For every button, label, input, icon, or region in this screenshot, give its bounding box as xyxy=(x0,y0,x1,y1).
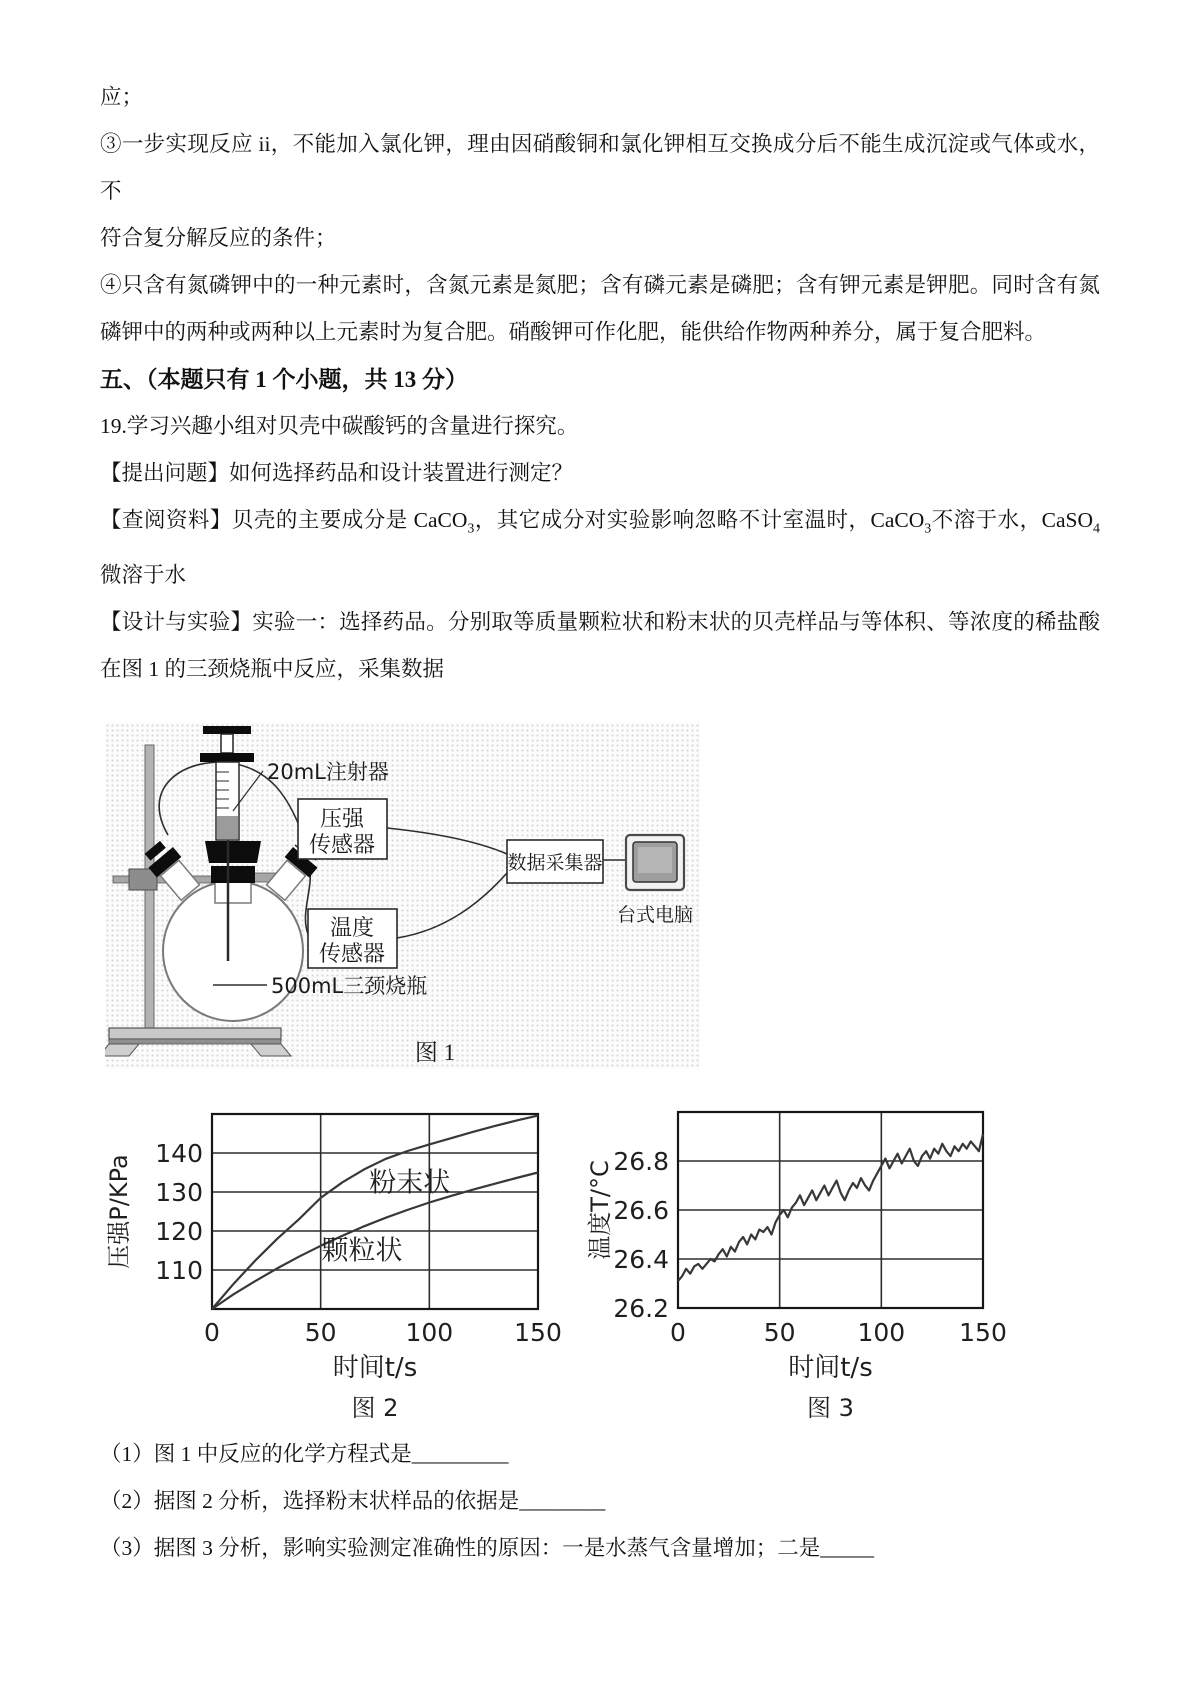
subscript: 3 xyxy=(924,521,932,537)
stand-rod xyxy=(145,745,154,1037)
data-collector-box xyxy=(507,840,603,883)
svg-text:110: 110 xyxy=(155,1256,203,1286)
subscript: 4 xyxy=(1093,521,1100,537)
exam-document xyxy=(100,74,1100,1572)
design-experiment-line1: 【设计与实验】实验一：选择药品。分别取等质量颗粒状和粉末状的贝壳样品与等体积、等浓度的稀盐酸 xyxy=(100,610,1100,635)
figure-area xyxy=(100,693,1100,1431)
svg-text:150: 150 xyxy=(959,1318,1007,1348)
svg-text:50: 50 xyxy=(763,1318,796,1348)
svg-text:图 2: 图 2 xyxy=(351,1394,399,1423)
svg-text:100: 100 xyxy=(857,1318,906,1348)
pressure-sensor-label-2: 传感器 xyxy=(308,833,376,859)
material-seg: 不溶于水，CaSO xyxy=(931,508,1093,532)
temperature-sensor-label-1: 温度 xyxy=(329,916,375,942)
data-collector-label: 数据采集器 xyxy=(507,852,603,875)
item4-line2: 磷钾中的两种或两种以上元素时为复合肥。硝酸钾可作化肥，能供给作物两种养分，属于复合肥料。 xyxy=(100,320,1047,344)
section-heading: 五、（本题只有 1 个小题，共 13 分） xyxy=(100,367,468,392)
pressure-sensor-box xyxy=(298,799,387,859)
svg-text:0: 0 xyxy=(670,1318,686,1348)
syringe-liquid xyxy=(217,816,238,839)
svg-text:图 3: 图 3 xyxy=(807,1394,854,1423)
pressure-sensor-label-1: 压强 xyxy=(319,807,365,833)
flask-label: 500mL三颈烧瓶 xyxy=(271,974,428,999)
svg-text:50: 50 xyxy=(304,1318,337,1348)
reference-material-line2: 微溶于水 xyxy=(100,563,187,588)
material-seg: ，其它成分对实验影响忽略不计室温时，CaCO xyxy=(474,508,925,532)
svg-text:140: 140 xyxy=(155,1139,203,1169)
svg-text:26.2: 26.2 xyxy=(613,1294,669,1324)
figure3-temperature-chart xyxy=(575,1091,1050,1431)
svg-text:时间t/s: 时间t/s xyxy=(332,1353,418,1384)
svg-text:0: 0 xyxy=(204,1318,220,1348)
question-1: （1）图 1 中反应的化学方程式是_________ xyxy=(100,1442,509,1467)
temperature-sensor-box xyxy=(308,909,397,968)
stand-base xyxy=(105,1028,291,1056)
desktop-computer xyxy=(617,835,693,926)
svg-text:粉末状: 粉末状 xyxy=(369,1167,451,1199)
material-seg: 【查阅资料】贝壳的主要成分是 CaCO xyxy=(100,508,468,532)
propose-question-line: 【提出问题】如何选择药品和设计装置进行测定？ xyxy=(100,461,574,485)
svg-text:120: 120 xyxy=(155,1217,203,1247)
reference-material-line1 xyxy=(100,497,1100,552)
center-stopper-lower xyxy=(211,866,255,883)
apparatus-svg xyxy=(105,723,700,1069)
question-3: （3）据图 3 分析，影响实验测定准确性的原因：一是水蒸气含量增加；二是_____ xyxy=(100,1536,875,1561)
item4-line1: ④只含有氮磷钾中的一种元素时，含氮元素是氮肥；含有磷元素是磷肥；含有钾元素是钾肥。同时含有氮 xyxy=(100,273,1100,297)
temperature-sensor-label-2: 传感器 xyxy=(318,942,386,968)
item3-line1: ③一步实现反应 ii，不能加入氯化钾，理由因硝酸铜和氯化钾相互交换成分后不能生成沉淀或气体或水，不 xyxy=(100,132,1100,203)
item3-line2: 符合复分解反应的条件； xyxy=(100,226,337,250)
desktop-computer-label: 台式电脑 xyxy=(616,904,694,927)
figure1-caption: 图 1 xyxy=(414,1040,456,1066)
question-2: （2）据图 2 分析，选择粉末状样品的依据是________ xyxy=(100,1489,606,1514)
svg-text:26.6: 26.6 xyxy=(613,1196,669,1226)
svg-text:100: 100 xyxy=(405,1318,454,1348)
subscript: 3 xyxy=(467,521,475,537)
svg-text:温度T/°C: 温度T/°C xyxy=(586,1160,614,1261)
svg-text:26.4: 26.4 xyxy=(613,1245,669,1275)
design-experiment-line2: 在图 1 的三颈烧瓶中反应，采集数据 xyxy=(100,657,445,682)
figure1-apparatus-diagram xyxy=(105,723,700,1069)
svg-text:26.8: 26.8 xyxy=(613,1147,669,1177)
syringe-label: 20mL注射器 xyxy=(267,760,389,785)
intro-line-continuation: 应； xyxy=(100,85,144,109)
question-19-stem: 19.学习兴趣小组对贝壳中碳酸钙的含量进行探究。 xyxy=(100,414,579,438)
svg-text:颗粒状: 颗粒状 xyxy=(321,1235,403,1267)
svg-text:150: 150 xyxy=(514,1318,562,1348)
svg-text:压强P/KPa: 压强P/KPa xyxy=(105,1154,133,1269)
figure2-pressure-chart xyxy=(100,1091,575,1431)
svg-text:时间t/s: 时间t/s xyxy=(788,1353,873,1384)
center-stopper xyxy=(205,841,261,863)
svg-text:130: 130 xyxy=(155,1178,203,1208)
